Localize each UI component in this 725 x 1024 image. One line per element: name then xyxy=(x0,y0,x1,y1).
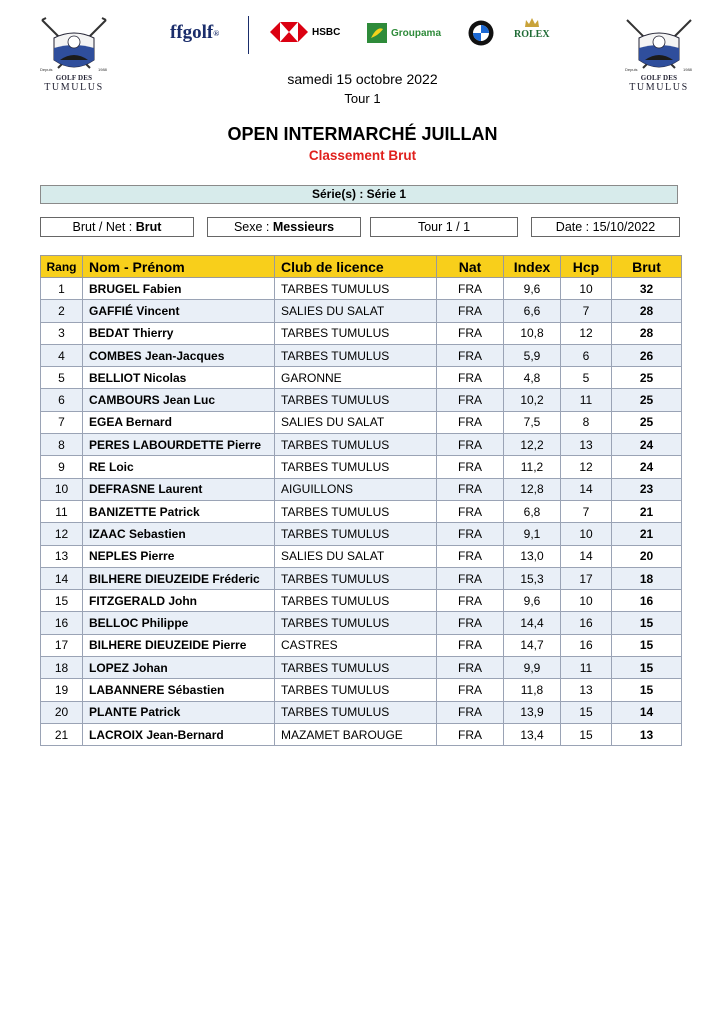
hcp-cell: 10 xyxy=(561,278,612,300)
club-cell: TARBES TUMULUS xyxy=(275,590,437,612)
club-cell: SALIES DU SALAT xyxy=(275,300,437,322)
col-header-rank: Rang xyxy=(41,256,83,278)
index-cell: 13,4 xyxy=(504,723,561,745)
rank-cell: 9 xyxy=(41,456,83,478)
name-cell: NEPLES Pierre xyxy=(83,545,275,567)
svg-text:Depuis: Depuis xyxy=(40,67,53,72)
golf-tumulus-emblem-icon xyxy=(32,16,116,76)
col-header-index: Index xyxy=(504,256,561,278)
rank-cell: 21 xyxy=(41,723,83,745)
brut-cell: 25 xyxy=(612,367,682,389)
club-cell: TARBES TUMULUS xyxy=(275,657,437,679)
date-info: Date : 15/10/2022 xyxy=(555,220,656,234)
svg-text:1988: 1988 xyxy=(683,67,692,72)
name-cell: LACROIX Jean-Bernard xyxy=(83,723,275,745)
golf-tumulus-emblem-icon xyxy=(617,16,701,76)
rank-cell: 10 xyxy=(41,478,83,500)
date-info-box xyxy=(531,217,680,237)
index-cell: 6,8 xyxy=(504,500,561,522)
index-cell: 13,0 xyxy=(504,545,561,567)
svg-text:Depuis: Depuis xyxy=(625,67,638,72)
brut-cell: 28 xyxy=(612,300,682,322)
brut-cell: 32 xyxy=(612,278,682,300)
rank-cell: 20 xyxy=(41,701,83,723)
hcp-cell: 14 xyxy=(561,545,612,567)
hsbc-hexagon-icon xyxy=(270,22,308,42)
brut-cell: 24 xyxy=(612,434,682,456)
sponsor-divider xyxy=(248,16,249,54)
rank-cell: 17 xyxy=(41,634,83,656)
name-cell: BELLIOT Nicolas xyxy=(83,367,275,389)
table-row xyxy=(41,367,682,389)
series-bar: Série(s) : Série 1 xyxy=(40,185,678,204)
nat-cell: FRA xyxy=(437,723,504,745)
rank-cell: 13 xyxy=(41,545,83,567)
club-cell: TARBES TUMULUS xyxy=(275,344,437,366)
sponsor-strip xyxy=(152,14,580,56)
brut-cell: 20 xyxy=(612,545,682,567)
club-cell: TARBES TUMULUS xyxy=(275,612,437,634)
rank-cell: 8 xyxy=(41,434,83,456)
hcp-cell: 15 xyxy=(561,701,612,723)
nat-cell: FRA xyxy=(437,634,504,656)
col-header-brut: Brut xyxy=(612,256,682,278)
brut-cell: 28 xyxy=(612,322,682,344)
index-cell: 6,6 xyxy=(504,300,561,322)
index-cell: 14,7 xyxy=(504,634,561,656)
club-logo-line2: TUMULUS xyxy=(629,82,689,93)
brut-cell: 25 xyxy=(612,411,682,433)
brut-cell: 21 xyxy=(612,523,682,545)
table-row xyxy=(41,456,682,478)
bmw-roundel-icon xyxy=(468,20,494,46)
index-cell: 13,9 xyxy=(504,701,561,723)
hcp-cell: 11 xyxy=(561,389,612,411)
hcp-cell: 16 xyxy=(561,612,612,634)
club-cell: TARBES TUMULUS xyxy=(275,389,437,411)
table-row xyxy=(41,278,682,300)
rank-cell: 19 xyxy=(41,679,83,701)
rank-cell: 2 xyxy=(41,300,83,322)
club-cell: GARONNE xyxy=(275,367,437,389)
table-row xyxy=(41,679,682,701)
results-table xyxy=(40,255,682,746)
nat-cell: FRA xyxy=(437,679,504,701)
name-cell: FITZGERALD John xyxy=(83,590,275,612)
name-cell: BILHERE DIEUZEIDE Fréderic xyxy=(83,567,275,589)
hcp-cell: 11 xyxy=(561,657,612,679)
rank-cell: 1 xyxy=(41,278,83,300)
rank-cell: 16 xyxy=(41,612,83,634)
brut-cell: 15 xyxy=(612,634,682,656)
nat-cell: FRA xyxy=(437,612,504,634)
index-cell: 9,6 xyxy=(504,590,561,612)
ffgolf-logo: ffgolf ® xyxy=(170,22,220,43)
event-date: samedi 15 octobre 2022 xyxy=(287,71,438,87)
table-row xyxy=(41,723,682,745)
svg-text:1988: 1988 xyxy=(98,67,107,72)
club-logo-line2: TUMULUS xyxy=(44,82,104,93)
col-header-name: Nom - Prénom xyxy=(83,256,275,278)
table-row xyxy=(41,567,682,589)
nat-cell: FRA xyxy=(437,523,504,545)
hcp-cell: 13 xyxy=(561,679,612,701)
rank-cell: 4 xyxy=(41,344,83,366)
brut-cell: 15 xyxy=(612,679,682,701)
sex-value: Messieurs xyxy=(272,220,335,234)
table-row xyxy=(41,344,682,366)
index-cell: 9,9 xyxy=(504,657,561,679)
index-cell: 5,9 xyxy=(504,344,561,366)
name-cell: BELLOC Philippe xyxy=(83,612,275,634)
round-info-box xyxy=(370,217,518,237)
name-cell: BRUGEL Fabien xyxy=(83,278,275,300)
club-logo-line1: GOLF DES xyxy=(55,74,93,82)
hcp-cell: 7 xyxy=(561,300,612,322)
brut-cell: 15 xyxy=(612,657,682,679)
nat-cell: FRA xyxy=(437,434,504,456)
brut-cell: 24 xyxy=(612,456,682,478)
name-cell: LOPEZ Johan xyxy=(83,657,275,679)
club-cell: TARBES TUMULUS xyxy=(275,278,437,300)
nat-cell: FRA xyxy=(437,545,504,567)
index-cell: 9,1 xyxy=(504,523,561,545)
hcp-cell: 10 xyxy=(561,590,612,612)
hcp-cell: 5 xyxy=(561,367,612,389)
index-cell: 9,6 xyxy=(504,278,561,300)
club-cell: TARBES TUMULUS xyxy=(275,434,437,456)
club-cell: TARBES TUMULUS xyxy=(275,679,437,701)
table-row xyxy=(41,478,682,500)
rank-cell: 11 xyxy=(41,500,83,522)
club-cell: SALIES DU SALAT xyxy=(275,545,437,567)
index-cell: 10,2 xyxy=(504,389,561,411)
club-cell: TARBES TUMULUS xyxy=(275,567,437,589)
rolex-logo: ROLEX xyxy=(514,17,550,40)
name-cell: EGEA Bernard xyxy=(83,411,275,433)
table-row xyxy=(41,322,682,344)
club-logo-line1: GOLF DES xyxy=(640,74,678,82)
index-cell: 4,8 xyxy=(504,367,561,389)
index-cell: 12,8 xyxy=(504,478,561,500)
rank-cell: 5 xyxy=(41,367,83,389)
brut-cell: 15 xyxy=(612,612,682,634)
table-row xyxy=(41,590,682,612)
nat-cell: FRA xyxy=(437,500,504,522)
table-row xyxy=(41,612,682,634)
table-row xyxy=(41,701,682,723)
results-body xyxy=(41,278,682,746)
club-cell: TARBES TUMULUS xyxy=(275,523,437,545)
hcp-cell: 6 xyxy=(561,344,612,366)
club-cell: TARBES TUMULUS xyxy=(275,500,437,522)
club-cell: TARBES TUMULUS xyxy=(275,456,437,478)
name-cell: COMBES Jean-Jacques xyxy=(83,344,275,366)
nat-cell: FRA xyxy=(437,478,504,500)
table-row xyxy=(41,657,682,679)
hcp-cell: 16 xyxy=(561,634,612,656)
club-cell: CASTRES xyxy=(275,634,437,656)
brut-cell: 18 xyxy=(612,567,682,589)
index-cell: 11,8 xyxy=(504,679,561,701)
bmw-logo xyxy=(468,20,494,46)
rank-cell: 18 xyxy=(41,657,83,679)
name-cell: PLANTE Patrick xyxy=(83,701,275,723)
index-cell: 12,2 xyxy=(504,434,561,456)
col-header-club: Club de licence xyxy=(275,256,437,278)
nat-cell: FRA xyxy=(437,300,504,322)
table-row xyxy=(41,545,682,567)
table-row xyxy=(41,300,682,322)
nat-cell: FRA xyxy=(437,278,504,300)
sex-label: Sexe : xyxy=(233,220,270,234)
hcp-cell: 17 xyxy=(561,567,612,589)
index-cell: 7,5 xyxy=(504,411,561,433)
rank-cell: 6 xyxy=(41,389,83,411)
index-cell: 10,8 xyxy=(504,322,561,344)
rank-cell: 7 xyxy=(41,411,83,433)
score-type-box xyxy=(40,217,194,237)
name-cell: LABANNERE Sébastien xyxy=(83,679,275,701)
round-label: Tour 1 xyxy=(344,91,381,106)
hcp-cell: 14 xyxy=(561,478,612,500)
col-header-hcp: Hcp xyxy=(561,256,612,278)
brut-cell: 25 xyxy=(612,389,682,411)
crown-icon xyxy=(524,17,540,29)
table-row xyxy=(41,389,682,411)
club-cell: MAZAMET BAROUGE xyxy=(275,723,437,745)
rank-cell: 12 xyxy=(41,523,83,545)
col-header-nat: Nat xyxy=(437,256,504,278)
name-cell: GAFFIÉ Vincent xyxy=(83,300,275,322)
name-cell: CAMBOURS Jean Luc xyxy=(83,389,275,411)
nat-cell: FRA xyxy=(437,344,504,366)
name-cell: BEDAT Thierry xyxy=(83,322,275,344)
club-cell: TARBES TUMULUS xyxy=(275,322,437,344)
brut-cell: 13 xyxy=(612,723,682,745)
name-cell: BILHERE DIEUZEIDE Pierre xyxy=(83,634,275,656)
rank-cell: 3 xyxy=(41,322,83,344)
page-title: OPEN INTERMARCHÉ JUILLAN xyxy=(227,124,498,144)
name-cell: DEFRASNE Laurent xyxy=(83,478,275,500)
index-cell: 11,2 xyxy=(504,456,561,478)
hcp-cell: 10 xyxy=(561,523,612,545)
nat-cell: FRA xyxy=(437,367,504,389)
club-cell: AIGUILLONS xyxy=(275,478,437,500)
table-row xyxy=(41,411,682,433)
round-info: Tour 1 / 1 xyxy=(417,220,471,234)
hcp-cell: 12 xyxy=(561,456,612,478)
hcp-cell: 8 xyxy=(561,411,612,433)
name-cell: BANIZETTE Patrick xyxy=(83,500,275,522)
nat-cell: FRA xyxy=(437,456,504,478)
page-subtitle: Classement Brut xyxy=(308,148,417,163)
groupama-logo: Groupama xyxy=(367,23,441,43)
index-cell: 14,4 xyxy=(504,612,561,634)
name-cell: PERES LABOURDETTE Pierre xyxy=(83,434,275,456)
nat-cell: FRA xyxy=(437,590,504,612)
rank-cell: 14 xyxy=(41,567,83,589)
rank-cell: 15 xyxy=(41,590,83,612)
hsbc-logo: HSBC xyxy=(270,22,340,42)
score-type-label: Brut / Net : xyxy=(72,220,133,234)
brut-cell: 14 xyxy=(612,701,682,723)
table-row xyxy=(41,634,682,656)
table-row xyxy=(41,500,682,522)
table-header-row xyxy=(41,256,682,278)
table-row xyxy=(41,523,682,545)
brut-cell: 16 xyxy=(612,590,682,612)
nat-cell: FRA xyxy=(437,411,504,433)
nat-cell: FRA xyxy=(437,657,504,679)
club-cell: SALIES DU SALAT xyxy=(275,411,437,433)
hcp-cell: 15 xyxy=(561,723,612,745)
brut-cell: 26 xyxy=(612,344,682,366)
brut-cell: 21 xyxy=(612,500,682,522)
nat-cell: FRA xyxy=(437,567,504,589)
nat-cell: FRA xyxy=(437,322,504,344)
groupama-leaf-icon xyxy=(367,23,387,43)
name-cell: RE Loic xyxy=(83,456,275,478)
nat-cell: FRA xyxy=(437,701,504,723)
sex-box xyxy=(207,217,361,237)
table-row xyxy=(41,434,682,456)
brut-cell: 23 xyxy=(612,478,682,500)
hcp-cell: 13 xyxy=(561,434,612,456)
hcp-cell: 7 xyxy=(561,500,612,522)
index-cell: 15,3 xyxy=(504,567,561,589)
club-cell: TARBES TUMULUS xyxy=(275,701,437,723)
hcp-cell: 12 xyxy=(561,322,612,344)
nat-cell: FRA xyxy=(437,389,504,411)
score-type-value: Brut xyxy=(135,220,162,234)
name-cell: IZAAC Sebastien xyxy=(83,523,275,545)
